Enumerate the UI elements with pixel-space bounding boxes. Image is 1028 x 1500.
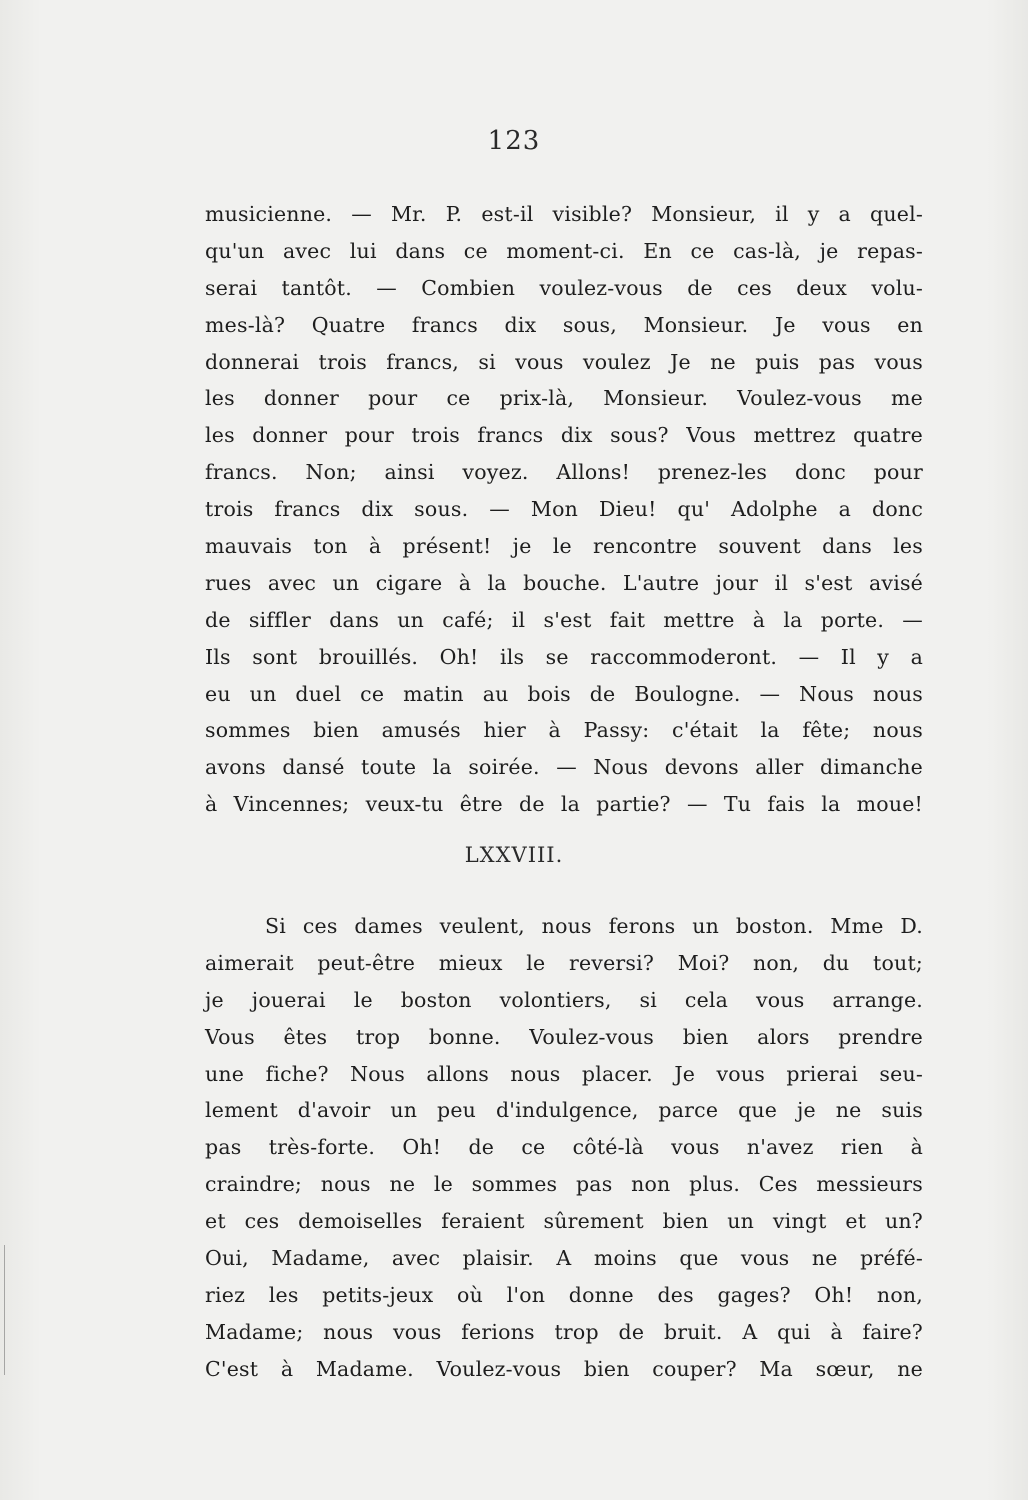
- text-line: riez les petits-jeux où l'on donne des gages? Oh! non,: [205, 1282, 923, 1307]
- text-line: Ils sont brouillés. Oh! ils se raccommoderont. — Il y a: [205, 644, 923, 669]
- text-line: et ces demoiselles feraient sûrement bien un vingt et un?: [205, 1209, 923, 1234]
- text-line: mauvais ton à présent! je le rencontre souvent dans les: [205, 534, 923, 559]
- text-line: les donner pour trois francs dix sous? Vous mettrez quatre: [205, 423, 923, 448]
- text-line: donnerai trois francs, si vous voulez Je ne puis pas vous: [205, 349, 923, 374]
- text-line: Madame; nous vous ferions trop de bruit. A qui à faire?: [205, 1319, 923, 1344]
- text-line: avons dansé toute la soirée. — Nous devons aller dimanche: [205, 755, 923, 780]
- page-edge-line: [4, 1245, 5, 1375]
- text-line: craindre; nous ne le sommes pas non plus. Ces messieurs: [205, 1172, 923, 1197]
- text-line: je jouerai le boston volontiers, si cela vous arrange.: [205, 987, 923, 1012]
- text-line: musicienne. — Mr. P. est-il visible? Monsieur, il y a quel-: [205, 202, 923, 226]
- text-line: lement d'avoir un peu d'indulgence, parce que je ne suis: [205, 1098, 923, 1123]
- text-line: à Vincennes; veux-tu être de la partie? — Tu fais la moue!: [205, 792, 923, 817]
- text-line: Si ces dames veulent, nous ferons un boston. Mme D.: [265, 914, 923, 938]
- text-line: de siffler dans un café; il s'est fait mettre à la porte. —: [205, 607, 923, 632]
- text-line: les donner pour ce prix-là, Monsieur. Voulez-vous me: [205, 386, 923, 411]
- text-line: francs. Non; ainsi voyez. Allons! prenez-les donc pour: [205, 460, 923, 485]
- text-line: aimerait peut-être mieux le reversi? Moi? non, du tout;: [205, 950, 923, 975]
- text-line: trois francs dix sous. — Mon Dieu! qu' Adolphe a donc: [205, 497, 923, 522]
- page-number: 123: [487, 126, 541, 156]
- text-line: pas très-forte. Oh! de ce côté-là vous n'avez rien à: [205, 1135, 923, 1160]
- text-line: eu un duel ce matin au bois de Boulogne. — Nous nous: [205, 681, 923, 706]
- paragraph-boston: [205, 908, 923, 1388]
- text-line: une fiche? Nous allons nous placer. Je vous prierai seu-: [205, 1061, 923, 1086]
- text-line: Vous êtes trop bonne. Voulez-vous bien alors prendre: [205, 1024, 923, 1049]
- paragraph-dialogue: [205, 196, 923, 823]
- text-line: qu'un avec lui dans ce moment-ci. En ce cas-là, je repas-: [205, 238, 923, 263]
- text-line: sommes bien amusés hier à Passy: c'était la fête; nous: [205, 718, 923, 743]
- text-line: serai tantôt. — Combien voulez-vous de ces deux volu-: [205, 275, 923, 300]
- text-line: Oui, Madame, avec plaisir. A moins que vous ne préfé-: [205, 1246, 923, 1271]
- text-line: rues avec un cigare à la bouche. L'autre jour il s'est avisé: [205, 570, 923, 595]
- text-line: C'est à Madame. Voulez-vous bien couper? Ma sœur, ne: [205, 1356, 923, 1381]
- text-line: mes-là? Quatre francs dix sous, Monsieur. Je vous en: [205, 312, 923, 337]
- section-heading: LXXVIII.: [464, 843, 564, 867]
